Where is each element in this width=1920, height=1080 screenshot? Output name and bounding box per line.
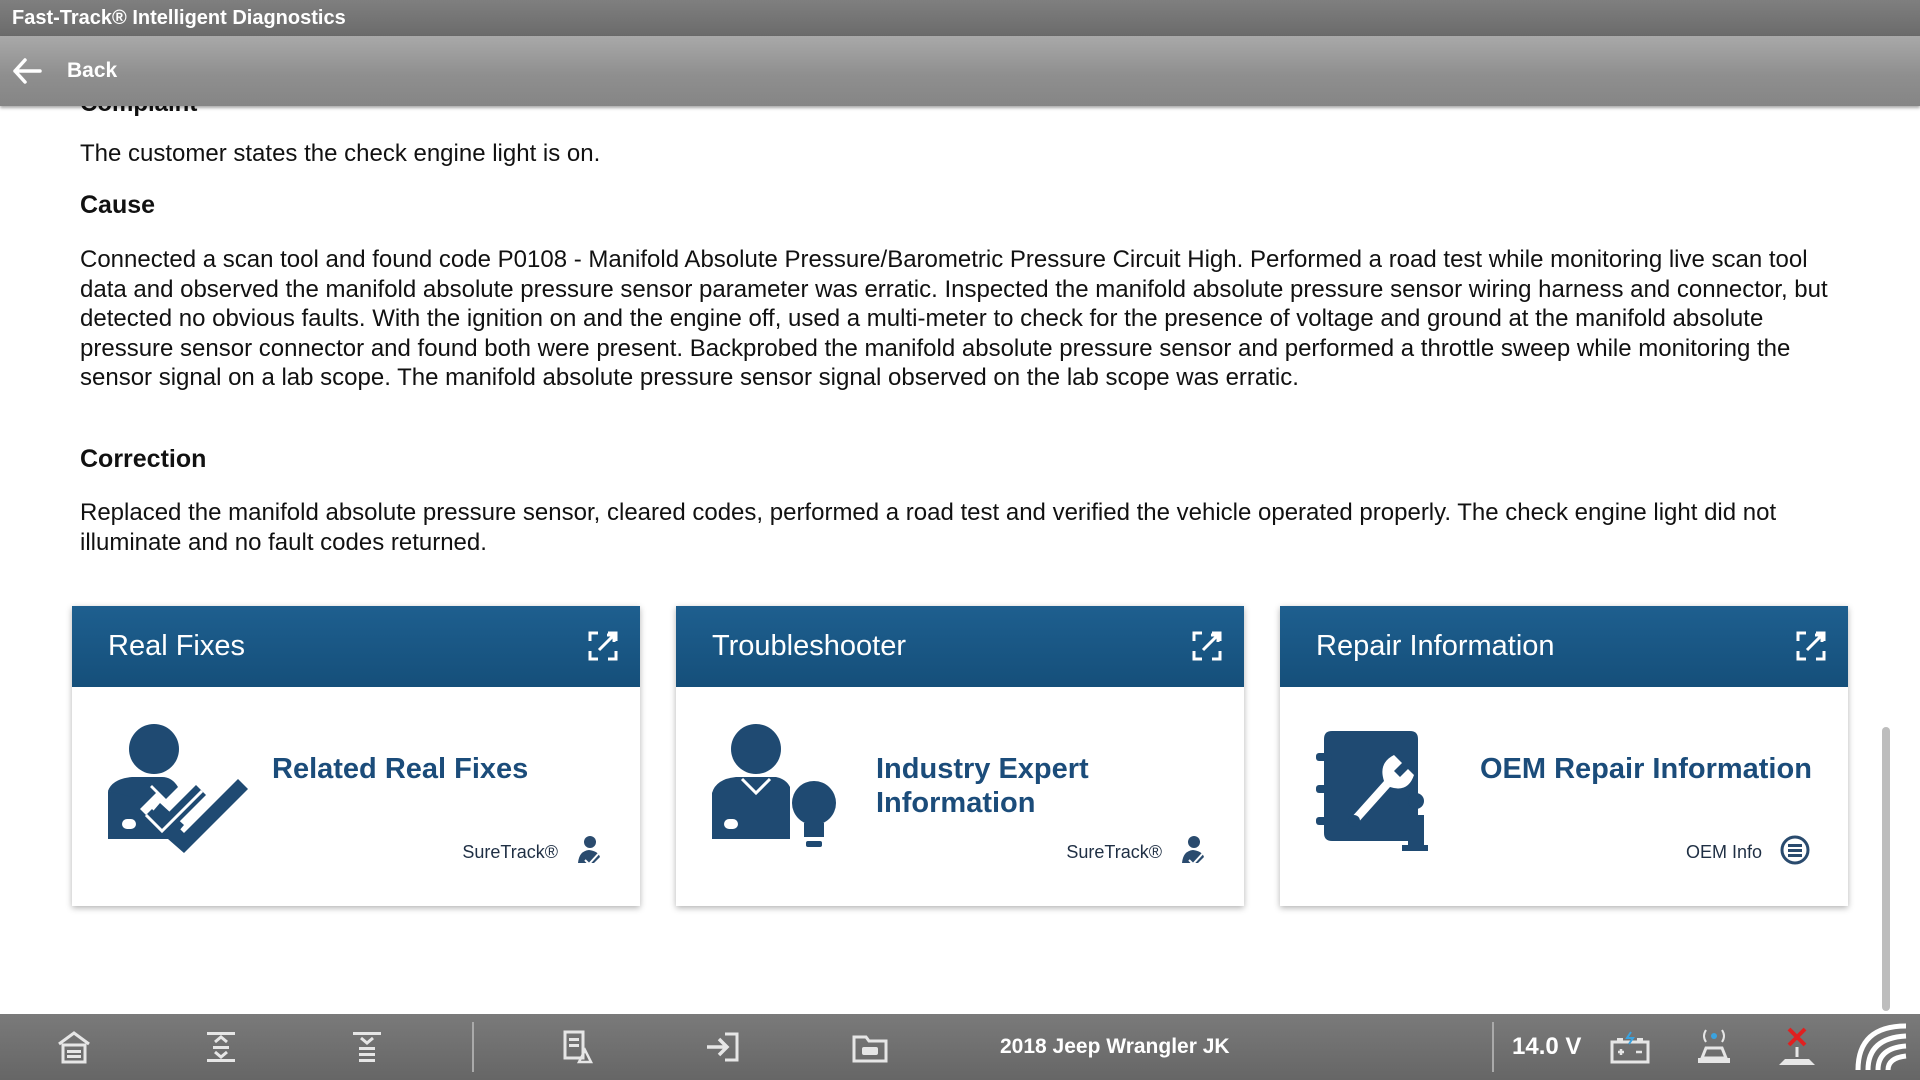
cause-heading: Cause [80,191,156,219]
oem-repair-information-link[interactable]: OEM Repair Information [1480,753,1812,785]
report-content[interactable] [0,106,1920,1014]
nav-bar [0,36,1920,106]
correction-heading: Correction [80,445,207,473]
industry-expert-link[interactable]: Industry Expert Information [876,753,1089,819]
toolbar-divider [1492,1022,1494,1072]
card-body [676,687,1244,906]
card-body [72,687,640,906]
card-header [1280,606,1848,687]
scrollbar-thumb[interactable] [1882,727,1890,1011]
wifi-icon[interactable] [1852,1014,1912,1080]
report-icon[interactable] [546,1014,606,1080]
collapse-all-icon[interactable] [337,1014,397,1080]
vehicle-folder-icon[interactable] [840,1014,900,1080]
vehicle-connection-icon[interactable] [1684,1014,1744,1080]
troubleshooter-card [676,606,1244,906]
toolbar-divider [472,1022,474,1072]
technician-lightbulb-icon [706,723,856,863]
bottom-toolbar [0,1014,1920,1080]
source-label: SureTrack® [462,842,558,862]
technician-icon [576,835,602,870]
correction-text: Replaced the manifold absolute pressure sensor, cleared codes, performed a road test and verified the vehicle operated properly. The check engine light did not illuminate and no fault codes returned. [80,499,1777,556]
expand-icon[interactable] [1796,631,1826,661]
card-title: Troubleshooter [712,630,906,662]
card-header [72,606,640,687]
repair-information-card [1280,606,1848,906]
back-button[interactable] [12,36,117,106]
disconnected-icon[interactable] [1767,1014,1827,1080]
manual-wrench-info-icon [1310,723,1460,863]
source-label: OEM Info [1685,842,1762,862]
related-real-fixes-link[interactable]: Related Real Fixes [272,753,529,785]
back-arrow-icon [12,58,42,84]
home-icon[interactable] [44,1014,104,1080]
vehicle-name: 2018 Jeep Wrangler JK [1000,1035,1230,1058]
expand-all-icon[interactable] [191,1014,251,1080]
card-title: Repair Information [1316,630,1555,662]
suretrack-source[interactable] [462,835,602,870]
cause-text: Connected a scan tool and found code P0108 - Manifold Absolute Pressure/Barometric Pressure Circuit High. Performed a road test while monitoring live scan tool data and observed the manifold absolute pressure sensor parameter was erratic. Inspected the manifold absolute pressure sensor wiring harness and connector, but detected no obvious faults. With the ignition on and the engine off, used a multi-meter to check for the presence of voltage and ground at the manifold absolute pressure sensor connector and found both were present. Backprobed the manifold absolute pressure sensor and performed a throttle sweep while monitoring the sensor signal on a lab scope. The manifold absolute pressure sensor signal observed on the lab scope was erratic. [80,246,1828,391]
real-fixes-card [72,606,640,906]
oem-info-source[interactable] [1686,835,1810,870]
back-label: Back [67,59,118,82]
exit-icon[interactable] [693,1014,753,1080]
technician-icon [1180,835,1206,870]
suretrack-source[interactable] [1066,835,1206,870]
expand-icon[interactable] [1192,631,1222,661]
source-label: SureTrack® [1066,842,1162,862]
technician-checkmark-icon [102,723,252,863]
card-body [1280,687,1848,906]
card-title: Real Fixes [108,630,245,662]
expand-icon[interactable] [588,631,618,661]
list-circle-icon [1780,835,1810,870]
complaint-text: The customer states the check engine light is on. [80,140,601,167]
battery-icon[interactable] [1600,1014,1660,1080]
card-header [676,606,1244,687]
battery-voltage: 14.0 V [1512,1033,1582,1060]
window-title: Fast-Track® Intelligent Diagnostics [0,0,1920,36]
